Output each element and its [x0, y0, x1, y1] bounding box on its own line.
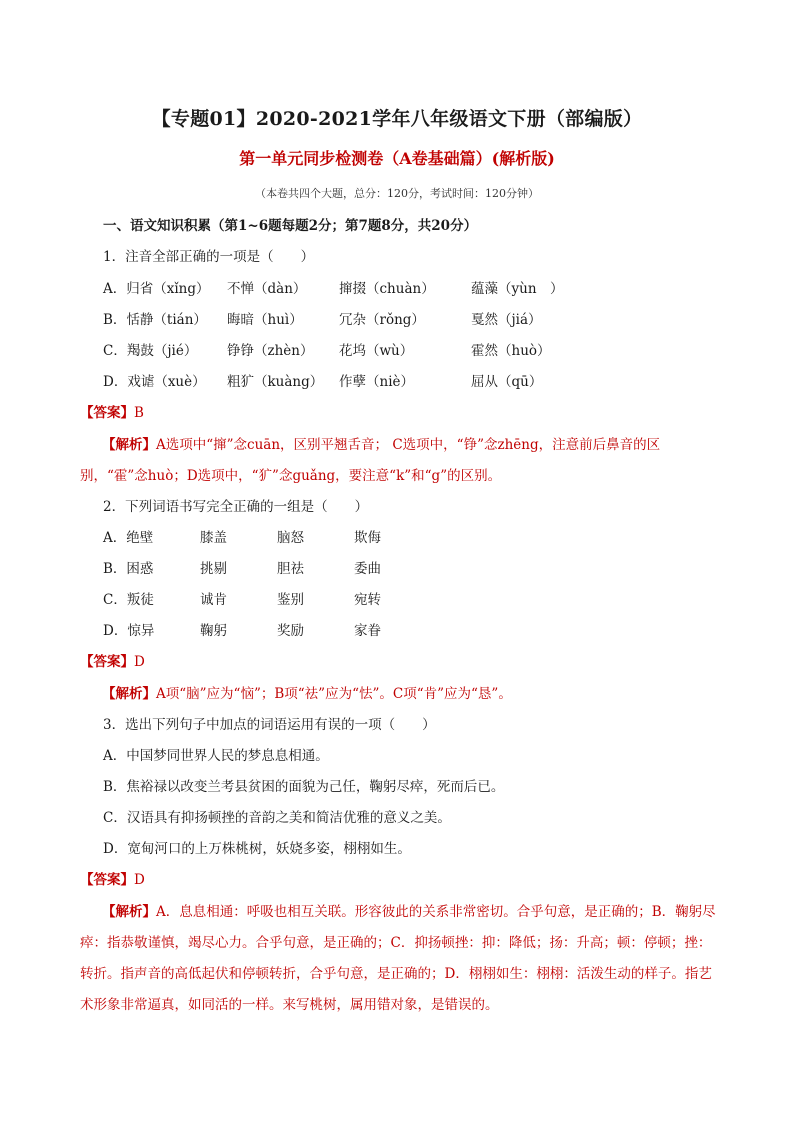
- option-word: 冗杂（rǒng）: [339, 312, 425, 328]
- option-word: 不惮（dàn）: [227, 281, 307, 297]
- analysis-text: A．息息相通：呼吸也相互关联。形容彼此的关系非常密切。合乎句意，是正确的；B．鞠躬尽瘁：指恭敬谨慎，竭尽心力。合乎句意，是正确的；C．抑扬顿挫：抑：降低；扬：升高；顿：停顿；挫：转折。指声音的高低起伏和停顿转折，合乎句意，是正确的；D．栩栩如生：栩栩：活泼生动的样子。指艺术形象非常逼真，如同活的一样。来写桃树，属用错对象，是错误的。: [80, 904, 716, 1013]
- question-1-answer: [80, 403, 144, 423]
- option-label: B．困惑: [103, 561, 154, 577]
- analysis-text: A选项中“撺”念cuān，区别平翘舌音； C选项中，“铮”念zhēng，注意前后鼻音的区别，“霍”念huò；D选项中，“犷”念guǎng，要注意“k”和“g”的区别。: [80, 437, 661, 484]
- analysis-tag: 【解析】: [102, 686, 156, 702]
- question-1-analysis: [80, 430, 720, 492]
- question-1-option-c: [103, 341, 723, 361]
- option-label: A．归省（xǐng）: [103, 281, 210, 297]
- question-2-answer: [80, 652, 145, 672]
- question-2-option-b: [103, 559, 723, 579]
- question-2-option-c: [103, 590, 723, 610]
- option-word: 诚肯: [200, 592, 227, 608]
- option-label: D．惊异: [103, 623, 155, 639]
- section-heading: 一、语文知识积累（第1~6题每题2分；第7题8分，共20分）: [103, 218, 478, 234]
- option-word: 胆祛: [277, 561, 304, 577]
- question-2-stem: 2．下列词语书写完全正确的一组是（ ）: [103, 499, 369, 515]
- question-3-option-d: D．宽甸河口的上万株桃树，妖娆多姿，栩栩如生。: [103, 841, 411, 857]
- question-1-stem: 1．注音全部正确的一项是（ ）: [103, 249, 315, 265]
- question-2-option-d: [103, 621, 723, 641]
- option-word: 蕴藻（yùn ）: [471, 281, 564, 297]
- option-word: 作孽（niè）: [339, 374, 415, 390]
- option-label: B．恬静（tián）: [103, 312, 207, 328]
- question-2-analysis: [80, 679, 720, 710]
- option-word: 欺侮: [354, 530, 381, 546]
- question-3-answer: [80, 870, 145, 890]
- option-label: D．戏谑（xuè）: [103, 374, 206, 390]
- answer-value: D: [134, 872, 145, 888]
- option-word: 鉴别: [277, 592, 304, 608]
- option-word: 屈从（qū）: [471, 374, 543, 390]
- option-word: 委曲: [354, 561, 381, 577]
- option-word: 戛然（jiá）: [471, 312, 542, 328]
- option-label: C．叛徒: [103, 592, 154, 608]
- option-word: 晦暗（huì）: [227, 312, 303, 328]
- question-2-option-a: [103, 528, 723, 548]
- analysis-tag: 【解析】: [102, 437, 156, 453]
- option-label: A．绝壁: [103, 530, 154, 546]
- option-word: 家眷: [354, 623, 381, 639]
- answer-tag: 【答案】: [80, 872, 134, 888]
- question-1-option-b: [103, 310, 723, 330]
- option-word: 霍然（huò）: [471, 343, 551, 359]
- option-label: C．羯鼓（jié）: [103, 343, 198, 359]
- document-title: 【专题01】2020-2021学年八年级语文下册（部编版）: [151, 108, 643, 130]
- question-3-option-c: C．汉语具有抑扬顿挫的音韵之美和简洁优雅的意义之美。: [103, 810, 451, 826]
- option-word: 膝盖: [200, 530, 227, 546]
- option-word: 撺掇（chuàn）: [339, 281, 435, 297]
- question-3-option-b: B．焦裕禄以改变兰考县贫困的面貌为己任，鞠躬尽瘁，死而后已。: [103, 779, 505, 795]
- question-1-option-a: [103, 279, 723, 299]
- document-subtitle: 第一单元同步检测卷（A卷基础篇）(解析版): [239, 149, 555, 168]
- analysis-tag: 【解析】: [102, 904, 156, 920]
- analysis-text: A项“脑”应为“恼”；B项“祛”应为“怯”。C项“肯”应为“恳”。: [156, 686, 512, 702]
- question-3-stem: 3．选出下列句子中加点的词语运用有误的一项（ ）: [103, 717, 436, 733]
- option-word: 粗犷（kuàng）: [227, 374, 324, 390]
- option-word: 铮铮（zhèn）: [227, 343, 314, 359]
- option-word: 挑剔: [200, 561, 227, 577]
- answer-value: D: [134, 654, 145, 670]
- answer-tag: 【答案】: [80, 405, 134, 421]
- option-word: 花坞（wù）: [339, 343, 414, 359]
- question-1-option-d: [103, 372, 723, 392]
- exam-info-note: （本卷共四个大题，总分：120分，考试时间：120分钟）: [255, 187, 539, 200]
- option-word: 鞠躬: [200, 623, 227, 639]
- question-3-option-a: A．中国梦同世界人民的梦息息相通。: [103, 748, 329, 764]
- answer-tag: 【答案】: [80, 654, 134, 670]
- option-word: 宛转: [354, 592, 381, 608]
- option-word: 脑怒: [277, 530, 304, 546]
- question-3-analysis: [80, 897, 720, 1021]
- option-word: 奖励: [277, 623, 304, 639]
- answer-value: B: [134, 405, 144, 421]
